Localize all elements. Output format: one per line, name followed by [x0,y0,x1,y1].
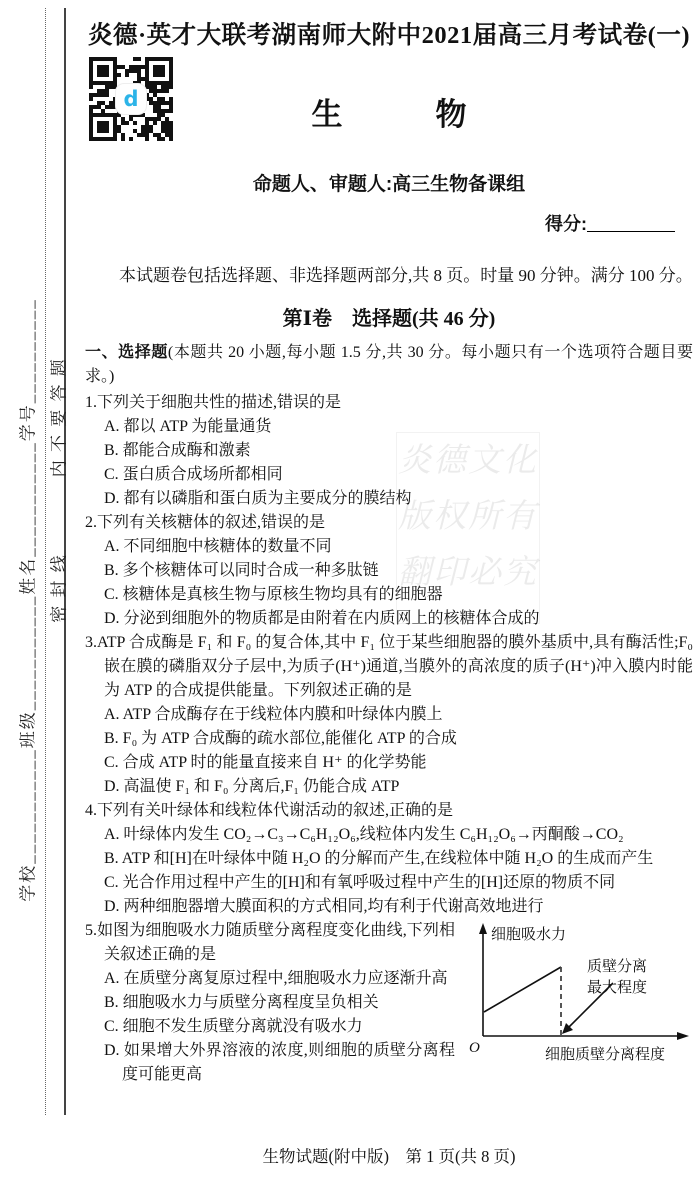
question-stem [85,799,693,823]
option-d: D. 高温使 F₁ 和 F₀ 分离后,F₁ 仍能合成 ATP [104,778,400,795]
question-4 [85,799,693,919]
water-absorption-line [484,967,561,1012]
question-stem [85,391,693,415]
option-d: D. 如果增大外界溶液的浓度,则细胞的质壁分离程度可能更高 [104,1042,455,1083]
instruction-rest: (本题共 20 小题,每小题 1.5 分,共 30 分。每小题只有一个选项符合题目要求。) [85,344,693,385]
qr-finder-icon [145,57,173,85]
option-a: A. ATP 合成酶存在于线粒体内膜和叶绿体内膜上 [104,706,443,723]
plasmolysis-chart [461,919,693,1071]
question-1 [85,391,693,511]
option-b: B. 都能合成酶和激素 [104,442,251,459]
qr-finder-icon [89,57,117,85]
option-d: D. 都有以磷脂和蛋白质为主要成分的膜结构 [104,490,412,507]
chart-annotation-line1: 质壁分离 [587,959,648,975]
question-stem [85,631,693,703]
qr-logo-letter: d [123,87,139,111]
question-stem-text: 下列有关核糖体的叙述,错误的是 [97,514,326,531]
section-heading: 第Ⅰ卷 选择题(共 46 分) [282,308,496,330]
score-blank-field [587,215,675,232]
y-axis-arrow-icon [479,923,487,934]
option-a: A. 不同细胞中核糖体的数量不同 [104,538,332,555]
question-number: 3. [85,634,97,651]
option-d: D. 两种细胞器增大膜面积的方式相同,均有利于代谢高效地进行 [104,898,544,915]
instruction-lead: 一、选择题 [85,344,168,361]
question-3 [85,631,693,799]
option-a: A. 在质壁分离复原过程中,细胞吸水力应逐渐升高 [104,970,448,987]
page-footer: 生物试题(附中版) 第 1 页(共 8 页) [262,1147,516,1166]
watermark-line: 翻印必究 [398,555,538,591]
option-b: B. ATP 和[H]在叶绿体中随 H₂O 的分解而产生,在线粒体中随 H₂O 的生成而产生 [104,850,654,867]
setters-line: 命题人、审题人:高三生物备课组 [252,174,526,195]
question-number: 1. [85,394,97,411]
exam-intro: 本试题卷包括选择题、非选择题两部分,共 8 页。时量 90 分钟。满分 100 分。 [119,266,693,285]
option-c: C. 光合作用过程中产生的[H]和有氧呼吸过程中产生的[H]还原的物质不同 [104,874,616,891]
chart-xlabel: 细胞质壁分离程度 [545,1047,666,1063]
question-stem-text: 下列有关叶绿体和线粒体代谢活动的叙述,正确的是 [97,802,454,819]
question-stem [85,511,693,535]
question-number: 2. [85,514,97,531]
score-row [85,210,675,236]
option-a: A. 都以 ATP 为能量通货 [104,418,272,435]
option-b: B. 细胞吸水力与质壁分离程度呈负相关 [104,994,379,1011]
question-number: 4. [85,802,97,819]
question-stem-text: ATP 合成酶是 F₁ 和 F₀ 的复合体,其中 F₁ 位于某些细胞器的膜外基质中,具有酶活性;F₀ 嵌在膜的磷脂双分子层中,为质子(H⁺)通道,当膜外的高浓度的质子(H⁺)冲入膜内时能为 ATP 的合成提供能量。下列叙述正确的是 [97,634,693,699]
x-axis-arrow-icon [677,1032,689,1040]
question-5 [85,919,693,1087]
exam-title: 炎德·英才大联考湖南师大附中2021届高三月考试卷(一) [88,22,690,49]
question-stem-text: 如图为细胞吸水力随质壁分离程度变化曲线,下列相关叙述正确的是 [97,922,455,963]
option-b: B. 多个核糖体可以同时合成一种多肽链 [104,562,379,579]
option-c: C. 合成 ATP 时的能量直接来自 H⁺ 的化学势能 [104,754,427,771]
chart-ylabel: 细胞吸水力 [491,927,567,943]
question-2 [85,511,693,631]
chart-annotation-line2: 最大程度 [587,980,648,996]
question-stem-text: 下列关于细胞共性的描述,错误的是 [97,394,342,411]
option-a: A. 叶绿体内发生 CO₂→C₃→C₆H₁₂O₆,线粒体内发生 C₆H₁₂O₆→丙酮酸→CO₂ [104,826,624,843]
score-label: 得分: [545,214,587,234]
plasmolysis-chart-svg [461,919,693,1071]
watermark-line: 炎德文化 [398,443,538,479]
option-c: C. 蛋白质合成场所都相同 [104,466,283,483]
watermark-line: 版权所有 [398,499,538,535]
option-b: B. F₀ 为 ATP 合成酶的疏水部位,能催化 ATP 的合成 [104,730,457,747]
option-d: D. 分泌到细胞外的物质都是由附着在内质网上的核糖体合成的 [104,610,540,627]
question-number: 5. [85,922,97,939]
seal-notice-text: 密 封 线 内 不 要 答 题 [49,357,69,623]
chart-origin-label: O [469,1040,480,1056]
section-instructions [85,341,693,389]
option-c: C. 细胞不发生质壁分离就没有吸水力 [104,1018,363,1035]
option-c: C. 核糖体是真核生物与原核生物均具有的细胞器 [104,586,443,603]
student-info-fill-line: 学校___________班级___________姓名___________学号__________ [18,298,38,902]
subject-title: 生 物 [311,97,467,132]
